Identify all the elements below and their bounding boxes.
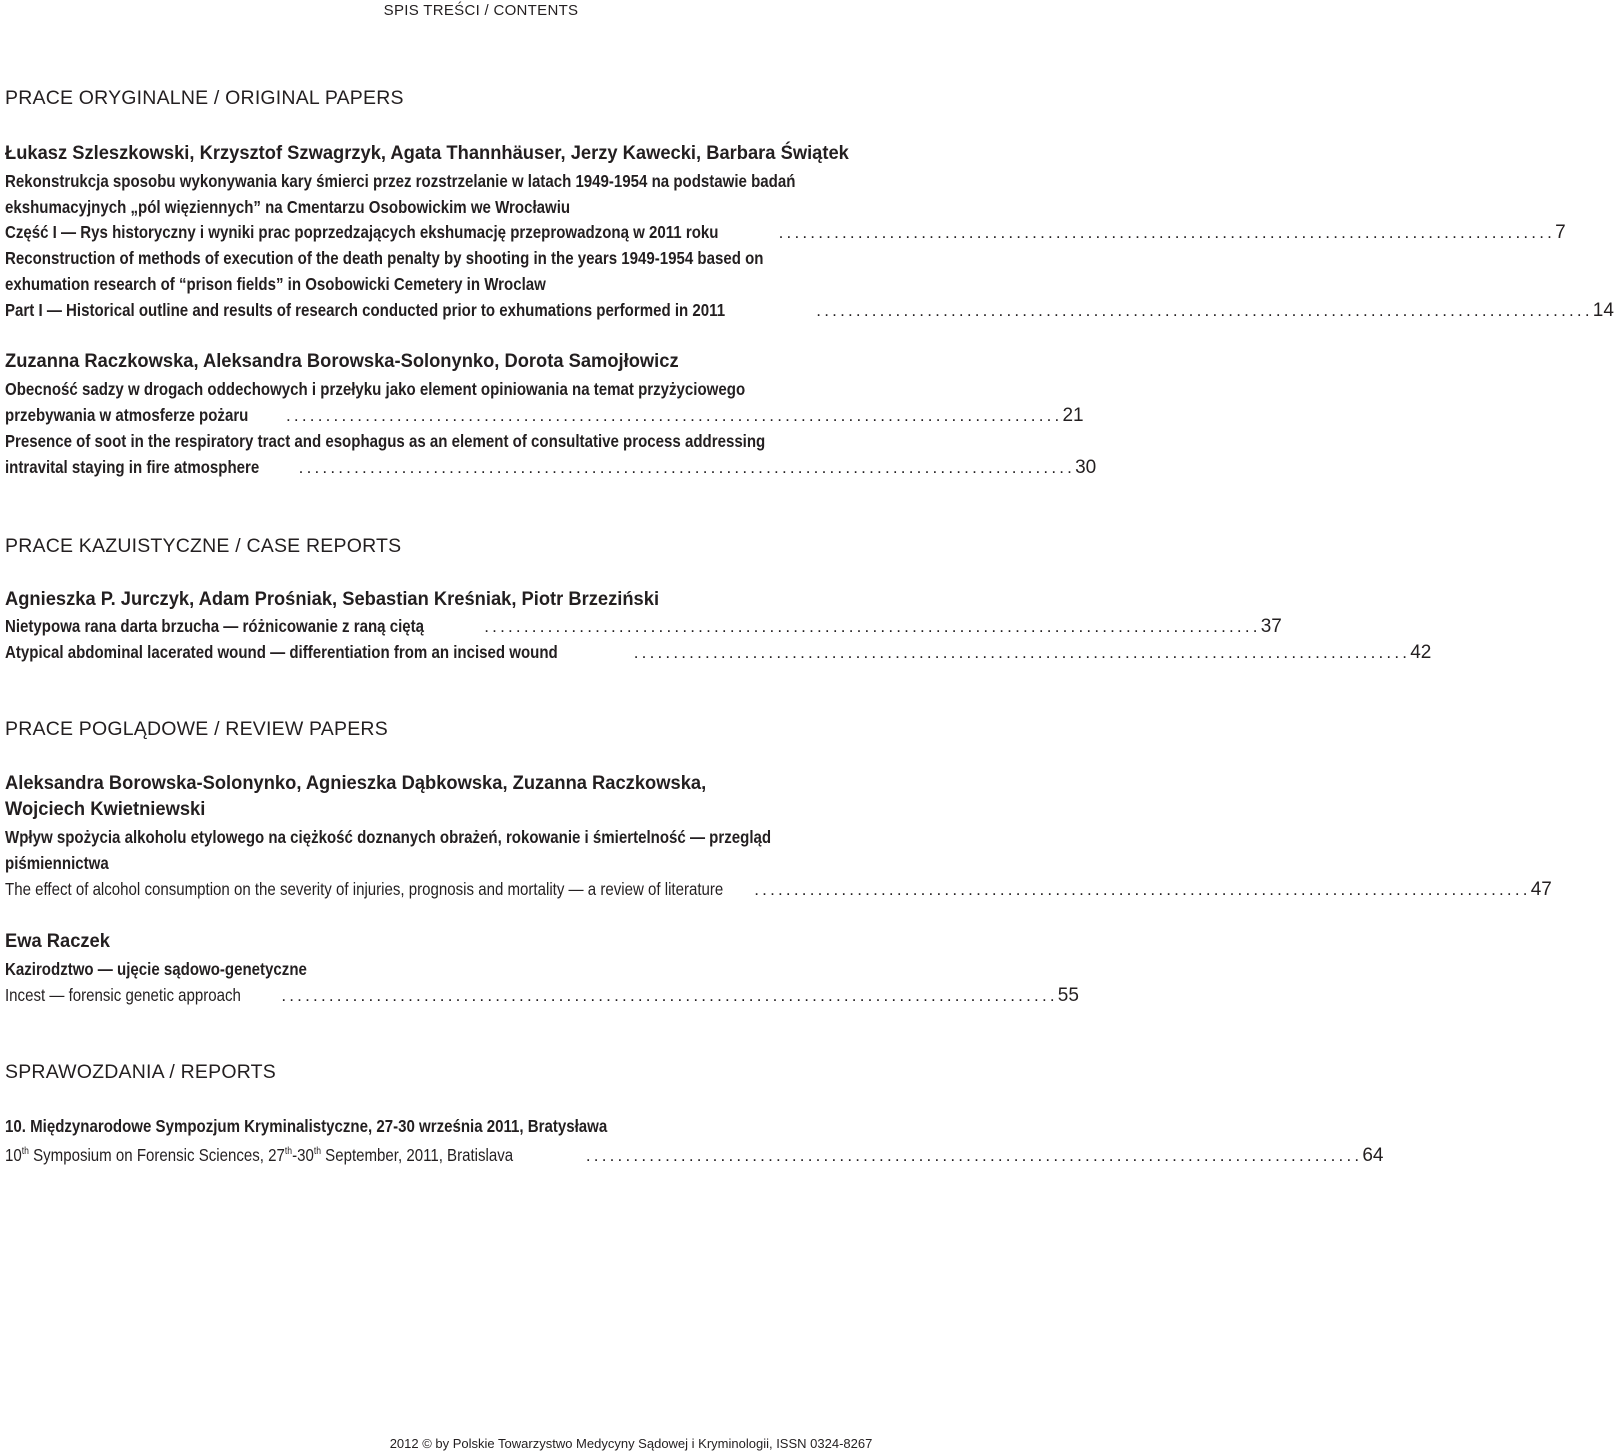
entry-1-pl-title-line-2: ekshumacyjnych „pól więziennych” na Cmentarzu Osobowickim we Wrocławiu xyxy=(5,197,571,217)
entry-5-en-title[interactable]: Incest — forensic genetic approach .................................................................................................. 55 xyxy=(5,985,1079,1006)
entry-3-authors: Agnieszka P. Jurczyk, Adam Prośniak, Sebastian Kreśniak, Piotr Brzeziński xyxy=(5,588,660,610)
entry-4-authors-line-2: Wojciech Kwietniewski xyxy=(5,798,206,820)
entry-1-en-title-line-2: exhumation research of “prison fields” in Osobowicki Cemetery in Wroclaw xyxy=(5,274,546,294)
entry-5-authors: Ewa Raczek xyxy=(5,930,110,952)
page-number: 14 xyxy=(1592,300,1614,321)
page-number: 30 xyxy=(1075,457,1097,478)
entry-1-pl-title-line-1: Rekonstrukcja sposobu wykonywania kary śmierci przez rozstrzelanie w latach 1949-1954 na podstawie badań xyxy=(5,171,796,191)
entry-4-pl-title-line-1: Wpływ spożycia alkoholu etylowego na ciężkość doznanych obrażeń, rokowanie i śmiertelność — przegląd xyxy=(5,827,772,847)
entry-1-authors: Łukasz Szleszkowski, Krzysztof Szwagrzyk, Agata Thannhäuser, Jerzy Kawecki, Barbara Świątek xyxy=(5,142,849,164)
page-number: 37 xyxy=(1260,616,1282,637)
dot-leader: .................................................................................................. xyxy=(298,458,1076,477)
dot-leader: .................................................................................................. xyxy=(778,223,1556,242)
section-heading-case: PRACE KAZUISTYCZNE / CASE REPORTS xyxy=(5,535,402,557)
entry-2-en-title-line-1: Presence of soot in the respiratory tract and esophagus as an element of consultative process addressing xyxy=(5,431,766,451)
entry-3-pl-title[interactable]: Nietypowa rana darta brzucha — różnicowanie z raną ciętą .................................................................................................. 37 xyxy=(5,616,1282,637)
running-header: SPIS TREŚCI / CONTENTS xyxy=(383,2,579,19)
page-number: 42 xyxy=(1410,642,1432,663)
page-number: 47 xyxy=(1530,879,1552,900)
entry-1-pl-title-line-3[interactable]: Część I — Rys historyczny i wyniki prac poprzedzających ekshumację przeprowadzoną w 2011 roku .................................................................................................. 7 xyxy=(5,222,1566,243)
page-number: 55 xyxy=(1057,985,1079,1006)
entry-4-authors-line-1: Aleksandra Borowska-Solonynko, Agnieszka Dąbkowska, Zuzanna Raczkowska, xyxy=(5,772,707,794)
entry-4-en-title[interactable]: The effect of alcohol consumption on the severity of injuries, prognosis and mortality — a review of literature .................................................................................................. 47 xyxy=(5,879,1552,900)
page-number: 64 xyxy=(1362,1145,1384,1166)
entry-2-pl-title-line-1: Obecność sadzy w drogach oddechowych i przełyku jako element opiniowania na temat przyżyciowego xyxy=(5,379,746,399)
section-heading-original: PRACE ORYGINALNE / ORIGINAL PAPERS xyxy=(5,87,404,109)
entry-6-en-title[interactable] xyxy=(5,1140,1384,1168)
entry-6-en-text: 10th Symposium on Forensic Sciences, 27th-30th September, 2011, Bratislava xyxy=(5,1145,514,1165)
page-number: 7 xyxy=(1555,222,1566,243)
footer-copyright: 2012 © by Polskie Towarzystwo Medycyny Sądowej i Kryminologii, ISSN 0324-8267 xyxy=(389,1436,873,1451)
dot-leader: .................................................................................................. xyxy=(484,617,1261,636)
entry-5-pl-title: Kazirodztwo — ujęcie sądowo-genetyczne xyxy=(5,959,307,979)
entry-4-pl-title-line-2: piśmiennictwa xyxy=(5,853,109,873)
entry-6-pl-title: 10. Międzynarodowe Sympozjum Kryminalistyczne, 27-30 września 2011, Bratysława xyxy=(5,1116,608,1136)
dot-leader: .................................................................................................. xyxy=(633,643,1411,662)
section-heading-review: PRACE POGLĄDOWE / REVIEW PAPERS xyxy=(5,718,388,740)
page-number: 21 xyxy=(1062,405,1084,426)
dot-leader: .................................................................................................. xyxy=(754,880,1531,899)
entry-3-en-title[interactable]: Atypical abdominal lacerated wound — differentiation from an incised wound .................................................................................................. 42 xyxy=(5,642,1432,663)
entry-1-en-title-line-3[interactable]: Part I — Historical outline and results of research conducted prior to exhumations performed in 2011 .................................................................................................. 14 xyxy=(5,300,1614,321)
entry-2-authors: Zuzanna Raczkowska, Aleksandra Borowska-Solonynko, Dorota Samojłowicz xyxy=(5,350,679,372)
entry-2-pl-title-line-2[interactable]: przebywania w atmosferze pożaru .................................................................................................. 21 xyxy=(5,405,1084,426)
dot-leader: .................................................................................................. xyxy=(286,406,1063,425)
entry-1-en-title-line-1: Reconstruction of methods of execution of the death penalty by shooting in the years 1949-1954 based on xyxy=(5,248,764,268)
dot-leader: .................................................................................................. xyxy=(281,986,1058,1005)
entry-2-en-title-line-2[interactable]: intravital staying in fire atmosphere .................................................................................................. 30 xyxy=(5,457,1097,478)
section-heading-reports: SPRAWOZDANIA / REPORTS xyxy=(5,1061,276,1083)
dot-leader: .................................................................................................. xyxy=(816,301,1593,320)
dot-leader: .................................................................................................. xyxy=(585,1146,1363,1165)
